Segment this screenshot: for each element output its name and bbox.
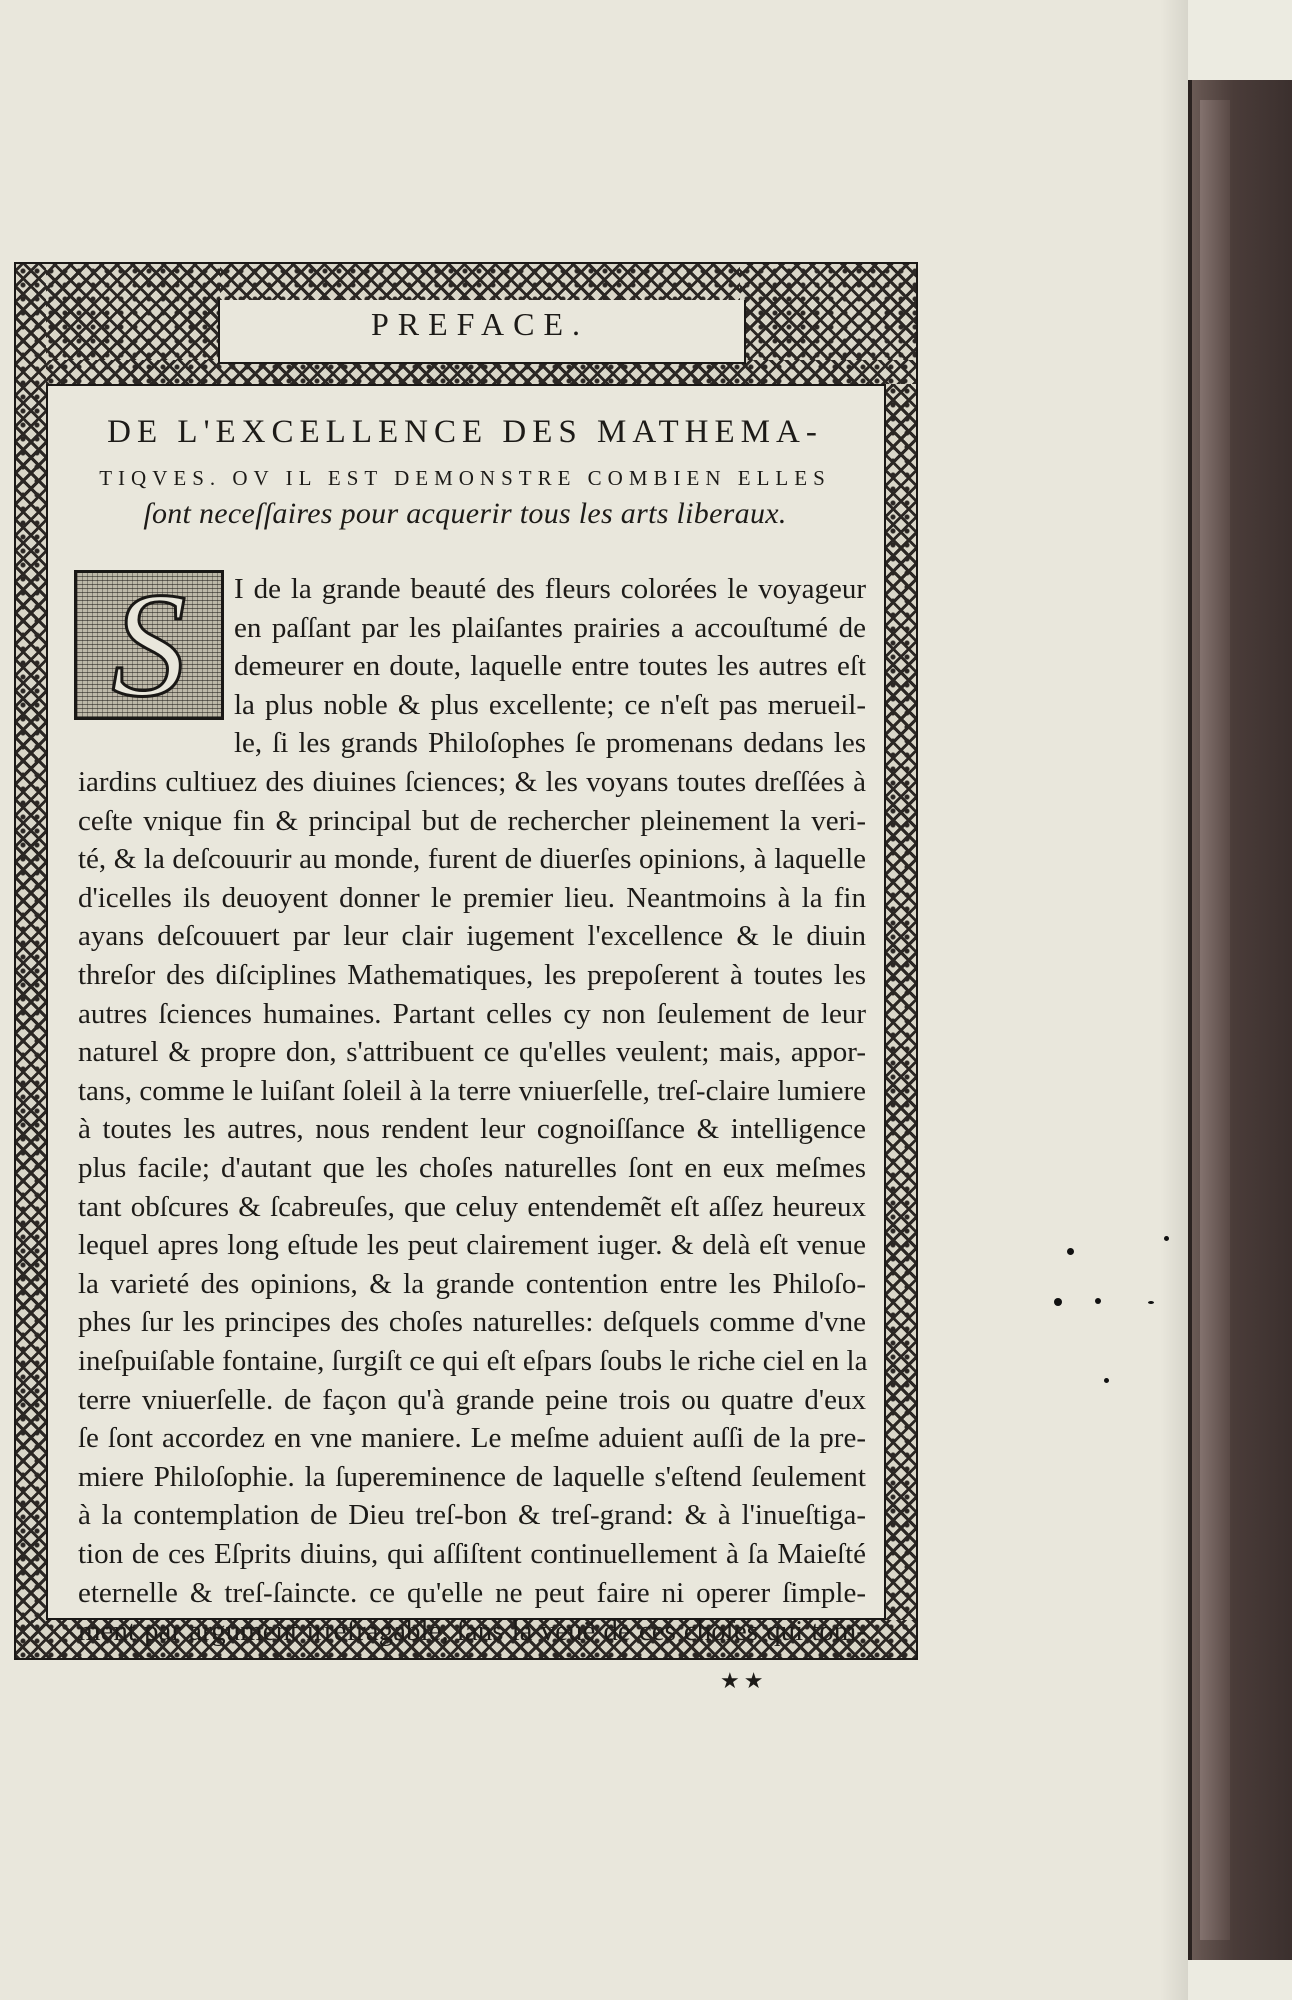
text-line: plus facile; d'autant que les choſes naturelles ſont en eux meſmes xyxy=(78,1152,866,1184)
text-line: ineſpuiſable fontaine, ſurgiſt ce qui eſt eſpars ſoubs le riche ciel en la xyxy=(78,1345,868,1377)
text-line: à la contemplation de Dieu treſ-bon & treſ-grand: & à l'inueſtiga- xyxy=(78,1499,866,1532)
text-line: tant obſcures & ſcabreuſes, que celuy entendemẽt eſt aſſez heureux xyxy=(78,1190,866,1223)
chapter-title-line-1: DE L'EXCELLENCE DES MATHEMA- xyxy=(107,414,823,450)
text-line: ſe ſont accordez en vne maniere. Le meſme aduient auſſi de la pre- xyxy=(78,1422,866,1455)
text-line: en paſſant par les plaiſantes prairies a accouſtumé de xyxy=(234,611,866,644)
text-line: miere Philoſophie. la ſupereminence de laquelle s'eſtend ſeulement xyxy=(78,1460,866,1493)
book-cover-highlight xyxy=(1200,100,1230,1940)
signature-mark: ★★ xyxy=(720,1668,768,1693)
text-line: demeurer en doute, laquelle entre toutes les autres eſt xyxy=(234,650,866,683)
chapter-title-line-3: ſont neceſſaires pour acquerir tous les arts liberaux. xyxy=(143,497,787,530)
running-head: PREFACE. xyxy=(370,306,590,342)
text-line: ment par argument irrefragable, ſans la veuë de ces choſes qui tom- xyxy=(78,1615,866,1648)
text-line: tion de ces Eſprits diuins, qui aſſiſtent continuellement à ſa Maieſté xyxy=(78,1538,866,1570)
text-line: autres ſciences humaines. Partant celles cy non ſeulement de leur xyxy=(78,997,866,1030)
initial-letter: S xyxy=(111,570,187,720)
text-line: eternelle & treſ-ſaincte. ce qu'elle ne peut faire ni operer ſimple- xyxy=(78,1576,866,1609)
text-line: threſor des diſciplines Mathematiques, les prepoſerent à toutes les xyxy=(78,959,866,991)
ink-speck xyxy=(1054,1298,1062,1306)
text-line: tans, comme le luiſant ſoleil à la terre vniuerſelle, treſ-claire lumiere xyxy=(78,1074,866,1107)
text-line: à toutes les autres, nous rendent leur cognoiſſance & intelligence xyxy=(78,1113,866,1146)
ink-speck xyxy=(1104,1378,1109,1383)
text-line: la plus noble & plus excellente; ce n'eſt pas merueil- xyxy=(234,688,866,721)
text-line: ceſte vnique fin & principal but de rechercher pleinement la veri- xyxy=(78,804,866,837)
text-line: la varieté des opinions, & la grande contention entre les Philoſo- xyxy=(78,1267,866,1300)
text-line: lequel apres long eſtude les peut clairement iuger. & delà eſt venue xyxy=(78,1229,866,1262)
text-line: iardins cultiuez des diuines ſciences; & les voyans toutes dreſſées à xyxy=(78,766,866,798)
text-line: ayans deſcouuert par leur clair iugement l'excellence & le diuin xyxy=(78,920,866,953)
ornament-band-left xyxy=(16,264,46,1658)
text-line: naturel & propre don, s'attribuent ce qu'elles veulent; mais, appor- xyxy=(78,1036,866,1069)
text-line: I de la grande beauté des fleurs colorées le voyageur xyxy=(234,573,866,605)
text-line: le, ſi les grands Philoſophes ſe promenans dedans les xyxy=(234,727,866,760)
ornament-band-top xyxy=(220,264,740,302)
page-edge-shadow xyxy=(1160,0,1188,2000)
chapter-title-line-2: TIQVES. OV IL EST DEMONSTRE COMBIEN ELLES xyxy=(99,466,831,490)
text-line: té, & la deſcouurir au monde, furent de diuerſes opinions, à laquelle xyxy=(78,843,866,876)
text-line: d'icelles ils deuoyent donner le premier lieu. Neantmoins à la fin xyxy=(78,881,866,914)
ink-speck xyxy=(1067,1248,1074,1255)
woodcut-initial xyxy=(74,570,224,720)
text-line: terre vniuerſelle. de façon qu'à grande peine trois ou quatre d'eux xyxy=(78,1383,866,1416)
ink-speck xyxy=(1148,1301,1154,1304)
ornament-band-right xyxy=(886,384,916,1624)
ink-speck xyxy=(1095,1298,1101,1304)
text-line: phes ſur les principes des choſes naturelles: deſquels comme d'vne xyxy=(78,1306,866,1339)
ink-speck xyxy=(1164,1236,1169,1241)
